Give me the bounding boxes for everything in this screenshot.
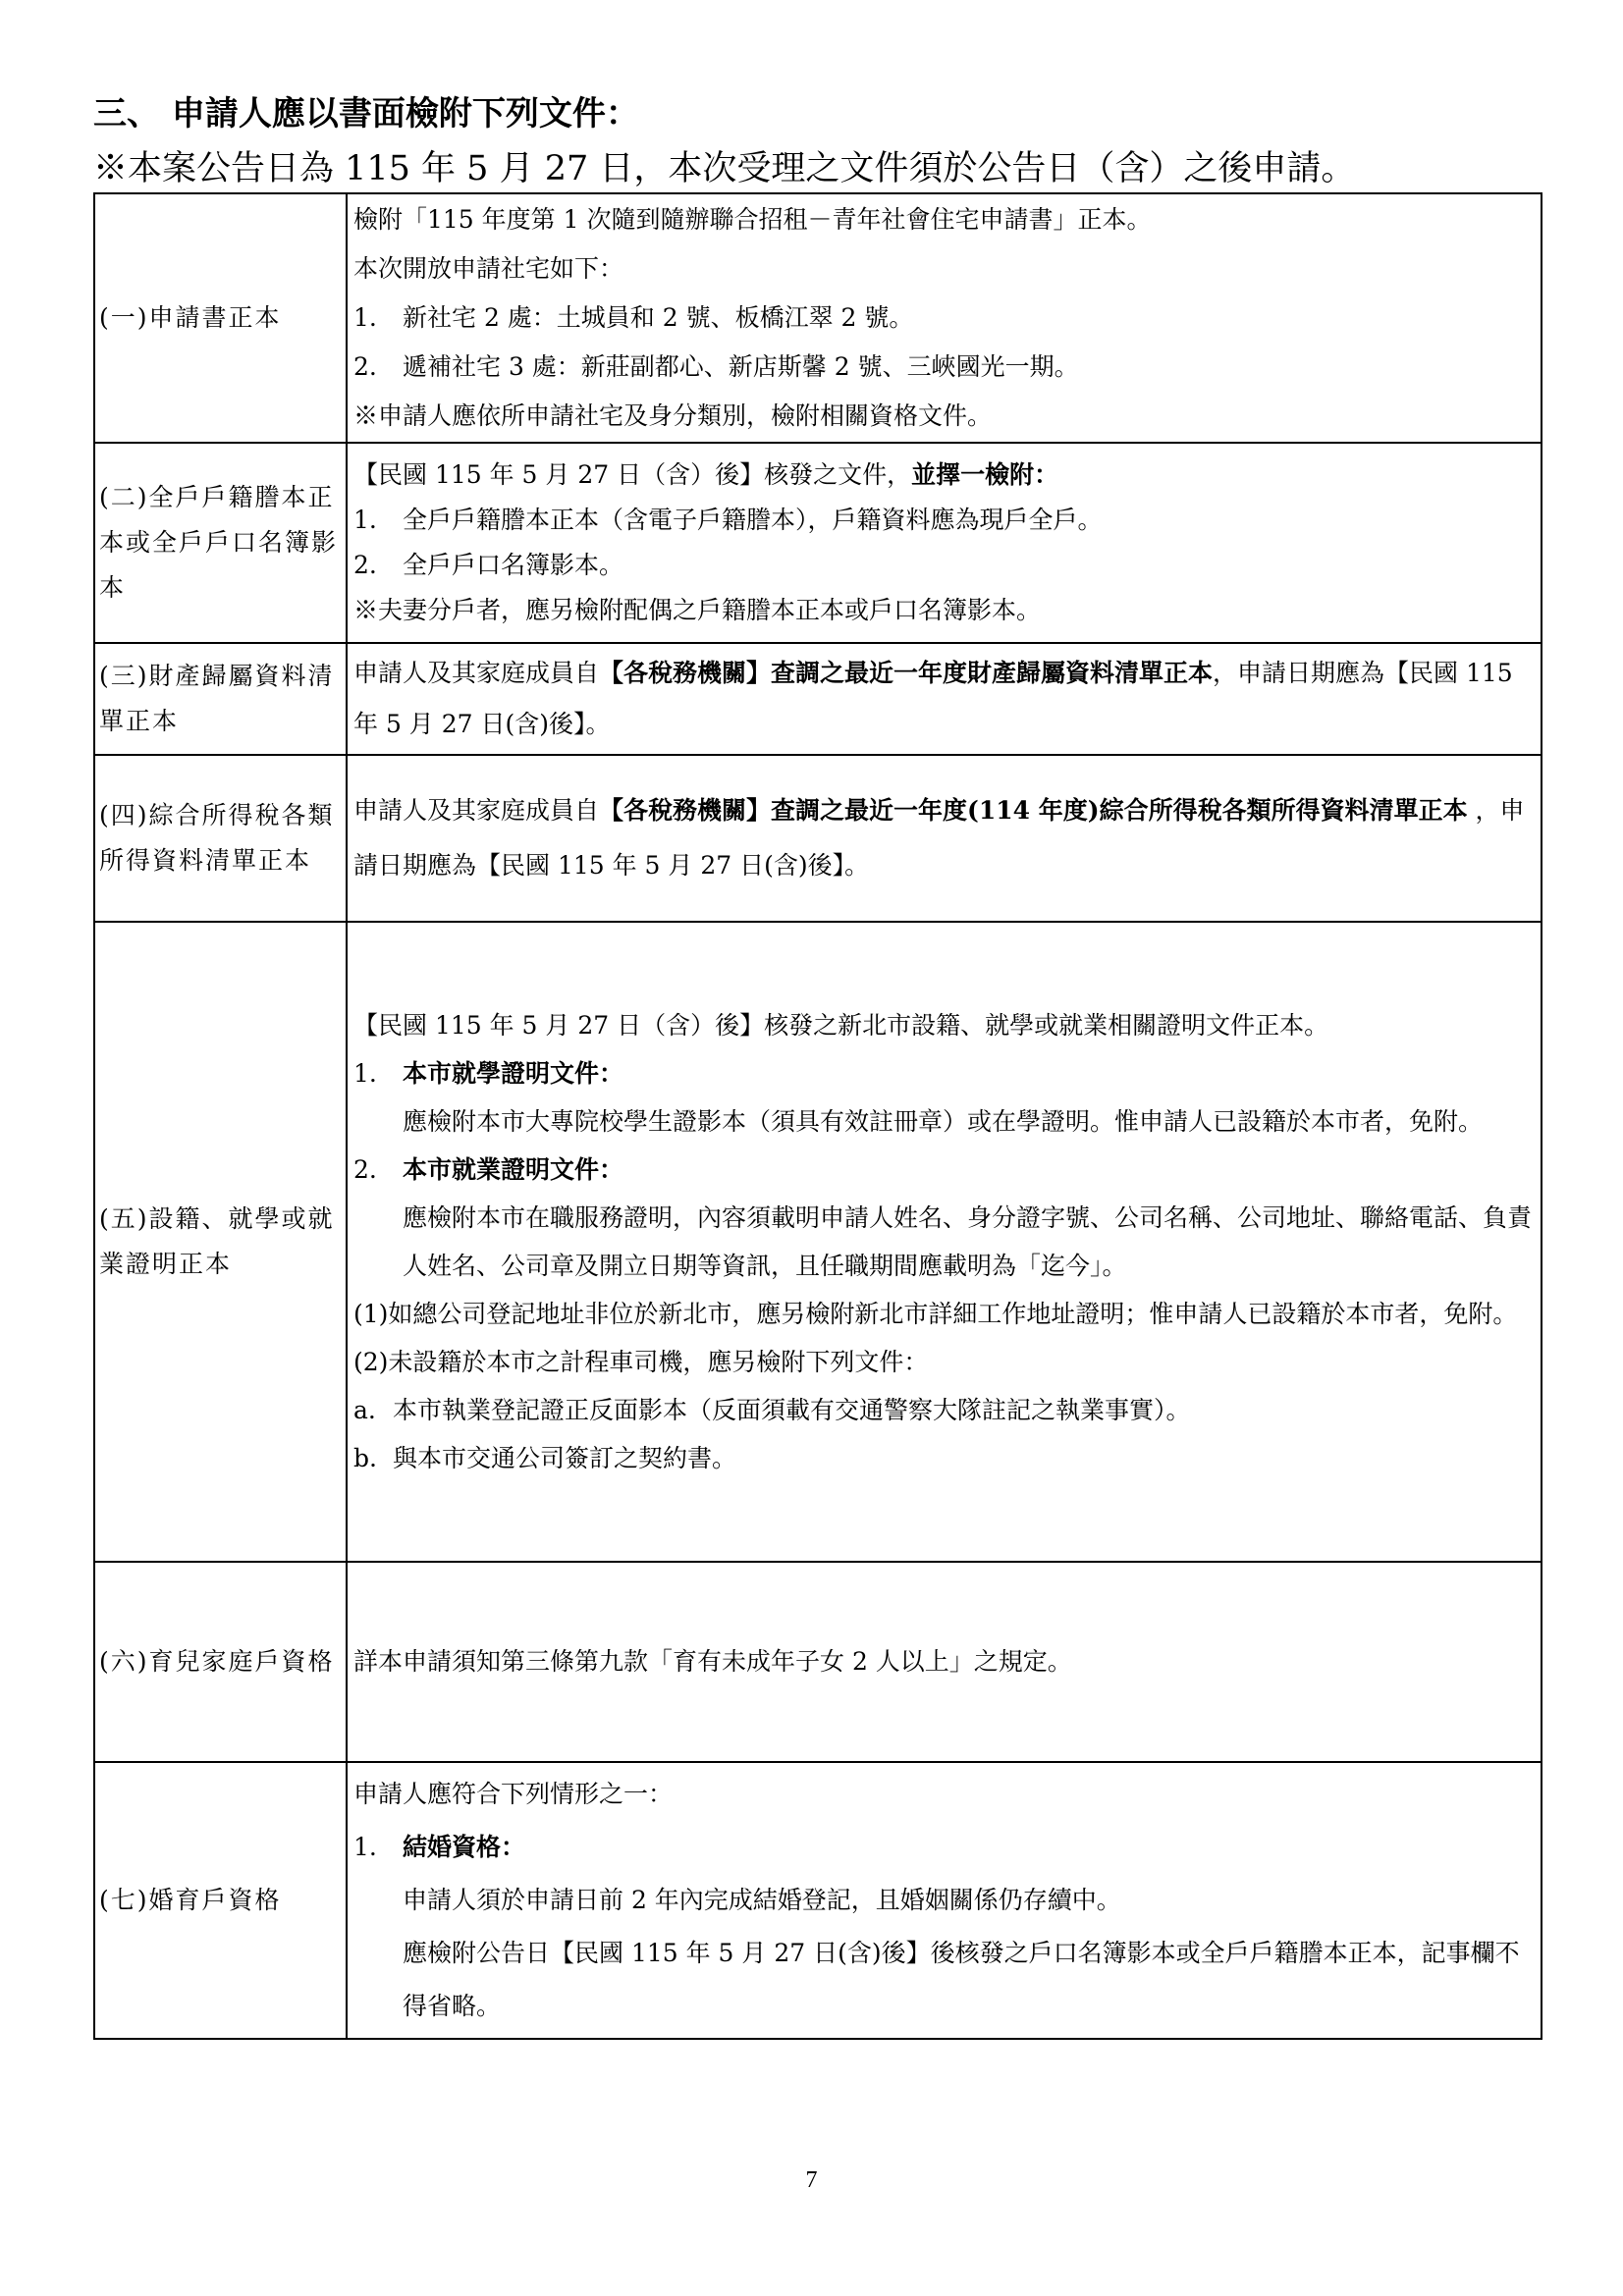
- item-number: 1.: [353, 303, 377, 332]
- table-row: [94, 1762, 1542, 2039]
- row-label: (一)申請書正本: [94, 193, 347, 443]
- sub-item: [353, 1338, 1535, 1386]
- item-text: 申請人須於申請日前 2 年內完成結婚登記，且婚姻關係仍存續中。: [403, 1886, 1121, 1914]
- sub-item-text: 如總公司登記地址非位於新北市，應另檢附新北市詳細工作地址證明；惟申請人已設籍於本市者，免附。: [388, 1300, 1518, 1328]
- section-heading: 三、 申請人應以書面檢附下列文件：: [93, 94, 639, 133]
- row-label: (三)財產歸屬資料清單正本: [94, 643, 347, 755]
- announcement-notice: ※本案公告日為 115 年 5 月 27 日，本次受理之文件須於公告日（含）之後申請。: [93, 149, 1356, 188]
- item-number: 1.: [353, 506, 377, 534]
- content-line: 詳本申請須知第三條第九款「育有未成年子女 2 人以上」之規定。: [353, 1647, 1072, 1676]
- sub-item-number: (1): [353, 1300, 389, 1328]
- item-title: 本市就學證明文件：: [403, 1059, 624, 1088]
- row-content: [347, 922, 1542, 1562]
- row-label: (七)婚育戶資格: [94, 1762, 347, 2039]
- sub-item-letter: b.: [353, 1444, 377, 1472]
- content-emphasis: 並擇一檢附：: [911, 460, 1059, 489]
- table-row: [94, 1562, 1542, 1762]
- content-note: ※夫妻分戶者，應另檢附配偶之戶籍謄本正本或戶口名簿影本。: [353, 596, 1042, 624]
- row-content: [347, 1562, 1542, 1762]
- table-row: [94, 443, 1542, 643]
- content-line: 檢附「115 年度第 1 次隨到隨辦聯合招租－青年社會住宅申請書」正本。: [353, 205, 1152, 234]
- list-item: [353, 498, 1535, 543]
- row-content: [347, 755, 1542, 922]
- table-row: [94, 643, 1542, 755]
- item-text: 遞補社宅 3 處：新莊副都心、新店斯馨 2 號、三峽國光一期。: [403, 352, 1079, 381]
- sub-item-letter: a.: [353, 1396, 376, 1424]
- sub-item-text: 本市執業登記證正反面影本（反面須載有交通警察大隊註記之執業事實）。: [393, 1396, 1191, 1424]
- item-text: 應檢附公告日【民國 115 年 5 月 27 日(含)後】後核發之戶口名簿影本或全戶戶籍謄本正本，記事欄不得省略。: [403, 1939, 1520, 2020]
- content-line: [353, 453, 1535, 498]
- item-number: 2.: [353, 352, 377, 381]
- document-requirements-table: [93, 192, 1542, 2040]
- content-paragraph: [353, 648, 1535, 750]
- item-number: 1.: [353, 1059, 377, 1088]
- row-label: (二)全戶戶籍謄本正本或全戶戶口名簿影本: [94, 443, 347, 643]
- content-emphasis: 【各稅務機關】查調之最近一年度(114 年度)綜合所得稅各類所得資料清單正本: [599, 796, 1468, 825]
- content-paragraph: [353, 783, 1535, 893]
- sub-item: [353, 1386, 1535, 1434]
- sub-item-text: 與本市交通公司簽訂之契約書。: [393, 1444, 737, 1472]
- row-label: (六)育兒家庭戶資格: [94, 1562, 347, 1762]
- content-text: 申請人及其家庭成員自: [353, 796, 600, 825]
- item-text: 應檢附本市大專院校學生證影本（須具有效註冊章）或在學證明。惟申請人已設籍於本市者，免附。: [403, 1107, 1484, 1136]
- content-line: 【民國 115 年 5 月 27 日（含）後】核發之新北市設籍、就學或就業相關證明文件正本。: [353, 1011, 1329, 1040]
- content-line: 申請人應符合下列情形之一：: [353, 1780, 674, 1808]
- table-row: [94, 755, 1542, 922]
- item-number: 1.: [353, 1833, 377, 1861]
- row-label: (四)綜合所得稅各類所得資料清單正本: [94, 755, 347, 922]
- content-text: 【民國 115 年 5 月 27 日（含）後】核發之文件，: [353, 460, 912, 489]
- item-number: 2.: [353, 551, 377, 579]
- list-item: [353, 543, 1535, 588]
- row-content: [347, 1762, 1542, 2039]
- page-number: 7: [805, 2167, 818, 2193]
- sub-item-text: 未設籍於本市之計程車司機，應另檢附下列文件：: [388, 1348, 929, 1376]
- content-line: 本次開放申請社宅如下：: [353, 254, 624, 283]
- list-item: [353, 1049, 1535, 1097]
- item-title: 本市就業證明文件：: [403, 1155, 624, 1184]
- row-content: [347, 193, 1542, 443]
- item-number: 2.: [353, 1155, 377, 1184]
- item-text: 應檢附本市在職服務證明，內容須載明申請人姓名、身分證字號、公司名稱、公司地址、聯絡電話、負責人姓名、公司章及開立日期等資訊，且任職期間應載明為「迄今」。: [403, 1203, 1533, 1280]
- item-title: 結婚資格：: [403, 1833, 526, 1861]
- item-text: 全戶戶口名簿影本。: [403, 551, 624, 579]
- list-item: [353, 1146, 1535, 1194]
- row-content: [347, 443, 1542, 643]
- list-item: [353, 294, 1535, 343]
- item-text: 新社宅 2 處：土城員和 2 號、板橋江翠 2 號。: [403, 303, 914, 332]
- table-row: [94, 922, 1542, 1562]
- table-row: [94, 193, 1542, 443]
- list-item: [353, 1821, 1535, 1874]
- item-text: 全戶戶籍謄本正本（含電子戶籍謄本），戶籍資料應為現戶全戶。: [403, 506, 1103, 534]
- content-text: ，申請日期應為【民國 115 年 5 月 27 日(含)後】。: [353, 659, 1513, 738]
- row-content: [347, 643, 1542, 755]
- content-emphasis: 【各稅務機關】查調之最近一年度財產歸屬資料清單正本: [599, 659, 1214, 687]
- sub-item-number: (2): [353, 1348, 389, 1376]
- list-item: [353, 343, 1535, 392]
- content-text: 申請人及其家庭成員自: [353, 659, 600, 687]
- sub-item: [353, 1434, 1535, 1482]
- row-label: (五)設籍、就學或就業證明正本: [94, 922, 347, 1562]
- content-note: ※申請人應依所申請社宅及身分類別，檢附相關資格文件。: [353, 401, 993, 430]
- content-text: ，申請日期應為【民國 115 年 5 月 27 日(含)後】。: [353, 796, 1525, 880]
- sub-item: [353, 1290, 1535, 1338]
